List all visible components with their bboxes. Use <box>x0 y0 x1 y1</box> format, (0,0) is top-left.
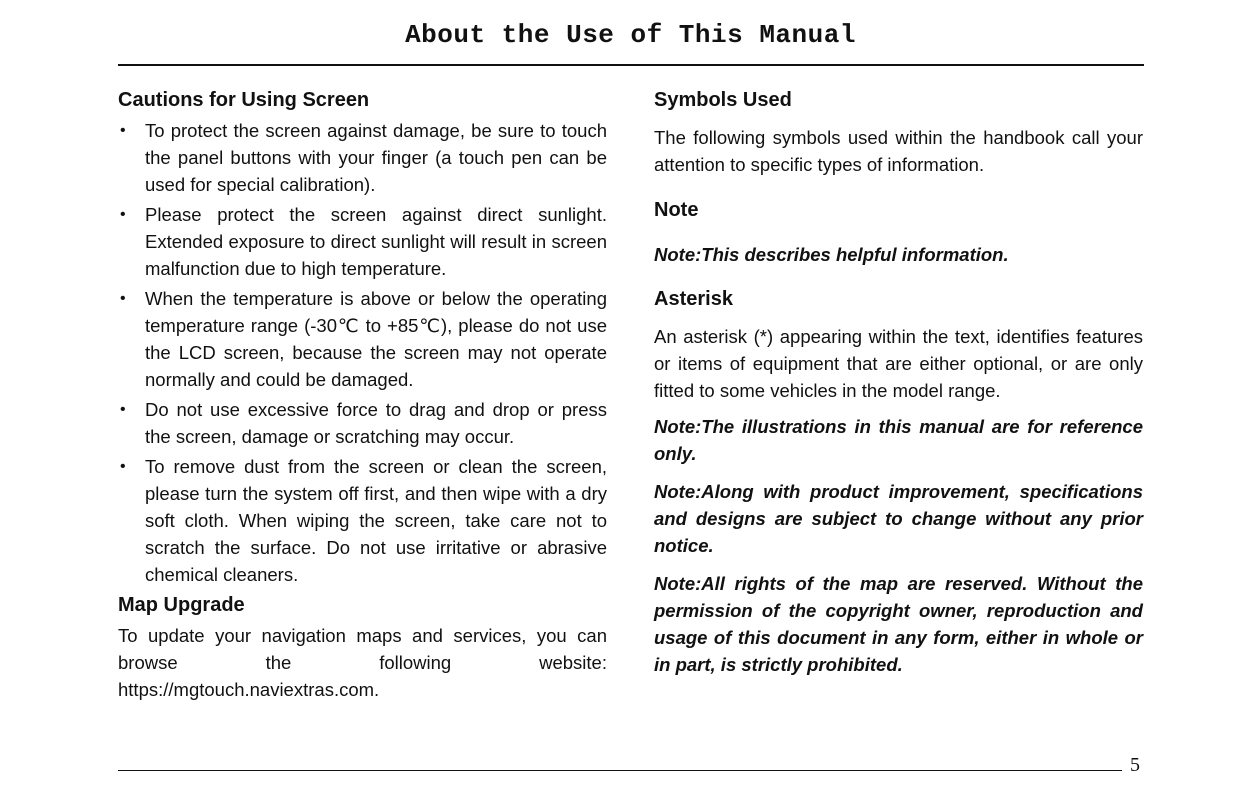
page-title: About the Use of This Manual <box>405 20 856 50</box>
bullet-icon: • <box>120 122 126 139</box>
caution-text: To remove dust from the screen or clean the screen, please turn the system off first, and then wipe with a dry soft cloth. When wiping the screen, take care not to scratch the surface. Do not use irritative or abrasive chemical cleaners. <box>145 456 607 585</box>
left-column <box>118 86 607 703</box>
note-heading: Note <box>654 199 699 221</box>
note-product-improvement: Note:Along with product improvement, specifications and designs are subject to change without any prior notice. <box>654 481 1143 556</box>
asterisk-heading: Asterisk <box>654 288 733 310</box>
bullet-icon: • <box>120 290 126 307</box>
cautions-list <box>118 117 607 588</box>
asterisk-text: An asterisk (*) appearing within the text, identifies features or items of equipment that are either optional, or are only fitted to some vehicles in the model range. <box>654 326 1143 401</box>
footer-divider <box>118 770 1122 771</box>
caution-item <box>118 201 607 282</box>
cautions-heading: Cautions for Using Screen <box>118 89 370 111</box>
caution-item <box>118 396 607 450</box>
page-number: 5 <box>1130 754 1140 776</box>
caution-item <box>118 117 607 198</box>
map-upgrade-text: To update your navigation maps and services, you can browse the following website: https://mgtouch.naviextras.com. <box>118 625 607 700</box>
bullet-icon: • <box>120 401 126 418</box>
bullet-icon: • <box>120 206 126 223</box>
title-divider <box>118 64 1144 66</box>
note-illustrations: Note:The illustrations in this manual are for reference only. <box>654 416 1143 464</box>
note-example: Note:This describes helpful information. <box>654 244 1009 265</box>
caution-text: Do not use excessive force to drag and drop or press the screen, damage or scratching may occur. <box>145 399 607 447</box>
symbols-intro: The following symbols used within the handbook call your attention to specific types of information. <box>654 127 1143 175</box>
caution-item <box>118 453 607 588</box>
map-upgrade-heading: Map Upgrade <box>118 594 245 616</box>
caution-text: To protect the screen against damage, be sure to touch the panel buttons with your finger (a touch pen can be used for special calibration). <box>145 120 607 195</box>
caution-text: Please protect the screen against direct sunlight. Extended exposure to direct sunlight will result in screen malfunction due to high temperature. <box>145 204 607 279</box>
right-column <box>654 86 1143 689</box>
bullet-icon: • <box>120 458 126 475</box>
symbols-heading: Symbols Used <box>654 89 792 111</box>
caution-item <box>118 285 607 393</box>
note-map-rights: Note:All rights of the map are reserved. Without the permission of the copyright owner, reproduction and usage of this document in any form, either in whole or in part, is strictly prohibited. <box>654 573 1143 675</box>
caution-text: When the temperature is above or below the operating temperature range (-30℃ to +85℃), please do not use the LCD screen, because the screen may not operate normally and could be damaged. <box>145 288 607 390</box>
